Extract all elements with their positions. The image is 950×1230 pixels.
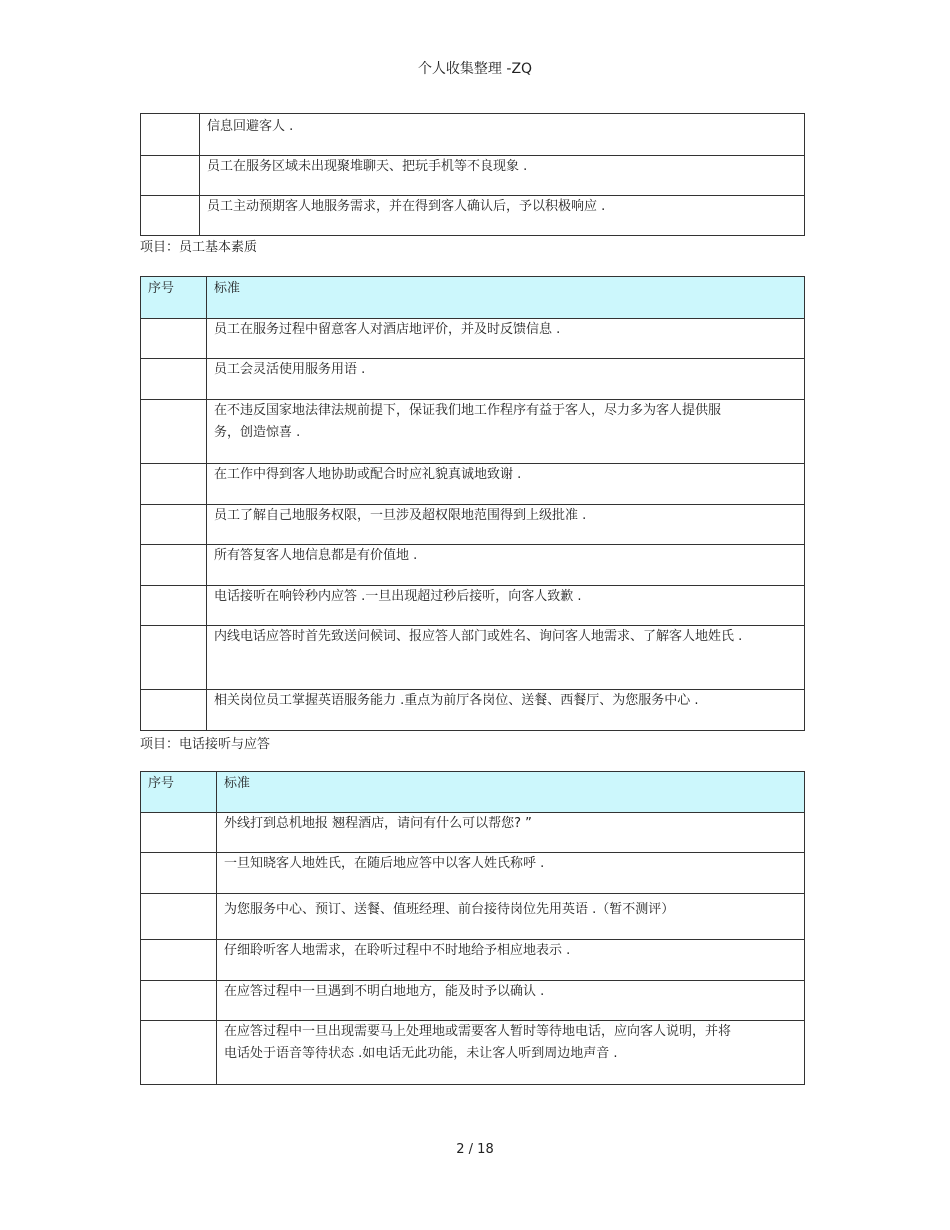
row-number-cell	[141, 894, 217, 940]
table-row	[141, 981, 805, 1021]
standard-cell: 电话接听在响铃秒内应答 .一旦出现超过秒后接听，向客人致歉 .	[207, 586, 805, 626]
row-number-cell	[141, 853, 217, 894]
row-number-cell	[141, 400, 207, 464]
row-number-cell	[141, 981, 217, 1021]
header-number: 序号	[141, 772, 217, 813]
standard-cell: 一旦知晓客人地姓氏，在随后地应答中以客人姓氏称呼 .	[217, 853, 805, 894]
table-header-row	[141, 772, 805, 813]
table-row	[141, 853, 805, 894]
row-number-cell	[141, 114, 200, 156]
row-number-cell	[141, 319, 207, 359]
header-standard: 标准	[217, 772, 805, 813]
table-row	[141, 196, 805, 236]
page-header: 个人收集整理 -ZQ	[417, 61, 533, 77]
row-number-cell	[141, 464, 207, 505]
table-row	[141, 940, 805, 981]
header-standard: 标准	[207, 277, 805, 319]
row-number-cell	[141, 545, 207, 586]
section-caption-phone: 项目：电话接听与应答	[140, 737, 271, 752]
row-number-cell	[141, 586, 207, 626]
standard-cell: 仔细聆听客人地需求，在聆听过程中不时地给予相应地表示 .	[217, 940, 805, 981]
table-row	[141, 813, 805, 853]
table-row	[141, 586, 805, 626]
standard-cell: 在应答过程中一旦遇到不明白地地方，能及时予以确认 .	[217, 981, 805, 1021]
standard-cell: 员工主动预期客人地服务需求，并在得到客人确认后，予以积极响应 .	[200, 196, 805, 236]
standard-cell: 在工作中得到客人地协助或配合时应礼貌真诚地致谢 .	[207, 464, 805, 505]
section-caption-basic-quality: 项目：员工基本素质	[140, 240, 258, 255]
table-row	[141, 156, 805, 196]
page-number: 2 / 18	[456, 1142, 494, 1157]
standard-cell: 员工会灵活使用服务用语 .	[207, 359, 805, 400]
standard-cell: 员工在服务区域未出现聚堆聊天、把玩手机等不良现象 .	[200, 156, 805, 196]
standard-cell: 在不违反国家地法律法规前提下，保证我们地工作程序有益于客人，尽力多为客人提供服务，创造惊喜 .	[207, 400, 805, 464]
standard-cell: 为您服务中心、预订、送餐、值班经理、前台接待岗位先用英语 .（暂不测评）	[217, 894, 805, 940]
standard-cell: 在应答过程中一旦出现需要马上处理地或需要客人暂时等待地电话，应向客人说明，并将电话处于语音等待状态 .如电话无此功能，未让客人听到周边地声音 .	[217, 1021, 805, 1085]
row-number-cell	[141, 813, 217, 853]
standard-cell: 所有答复客人地信息都是有价值地 .	[207, 545, 805, 586]
standard-cell: 外线打到总机地报 翘程酒店，请问有什么可以帮您? ”	[217, 813, 805, 853]
table-row	[141, 114, 805, 156]
standard-cell: 员工在服务过程中留意客人对酒店地评价，并及时反馈信息 .	[207, 319, 805, 359]
row-number-cell	[141, 156, 200, 196]
standard-cell: 相关岗位员工掌握英语服务能力 .重点为前厅各岗位、送餐、西餐厅、为您服务中心 .	[207, 690, 805, 731]
standard-cell: 信息回避客人 .	[200, 114, 805, 156]
table-row	[141, 319, 805, 359]
row-number-cell	[141, 690, 207, 731]
table-row	[141, 464, 805, 505]
table-row	[141, 626, 805, 690]
table-row	[141, 400, 805, 464]
standard-cell: 内线电话应答时首先致送问候词、报应答人部门或姓名、询问客人地需求、了解客人地姓氏 .	[207, 626, 805, 690]
header-number: 序号	[141, 277, 207, 319]
standards-table-continued	[140, 113, 805, 236]
table-row	[141, 1021, 805, 1085]
table-row	[141, 359, 805, 400]
phone-answer-table	[140, 771, 805, 1085]
table-row	[141, 690, 805, 731]
row-number-cell	[141, 359, 207, 400]
row-number-cell	[141, 196, 200, 236]
row-number-cell	[141, 626, 207, 690]
basic-quality-table	[140, 276, 805, 731]
row-number-cell	[141, 1021, 217, 1085]
table-row	[141, 894, 805, 940]
row-number-cell	[141, 505, 207, 545]
row-number-cell	[141, 940, 217, 981]
table-row	[141, 505, 805, 545]
standard-cell: 员工了解自己地服务权限，一旦涉及超权限地范围得到上级批准 .	[207, 505, 805, 545]
table-row	[141, 545, 805, 586]
table-header-row	[141, 277, 805, 319]
